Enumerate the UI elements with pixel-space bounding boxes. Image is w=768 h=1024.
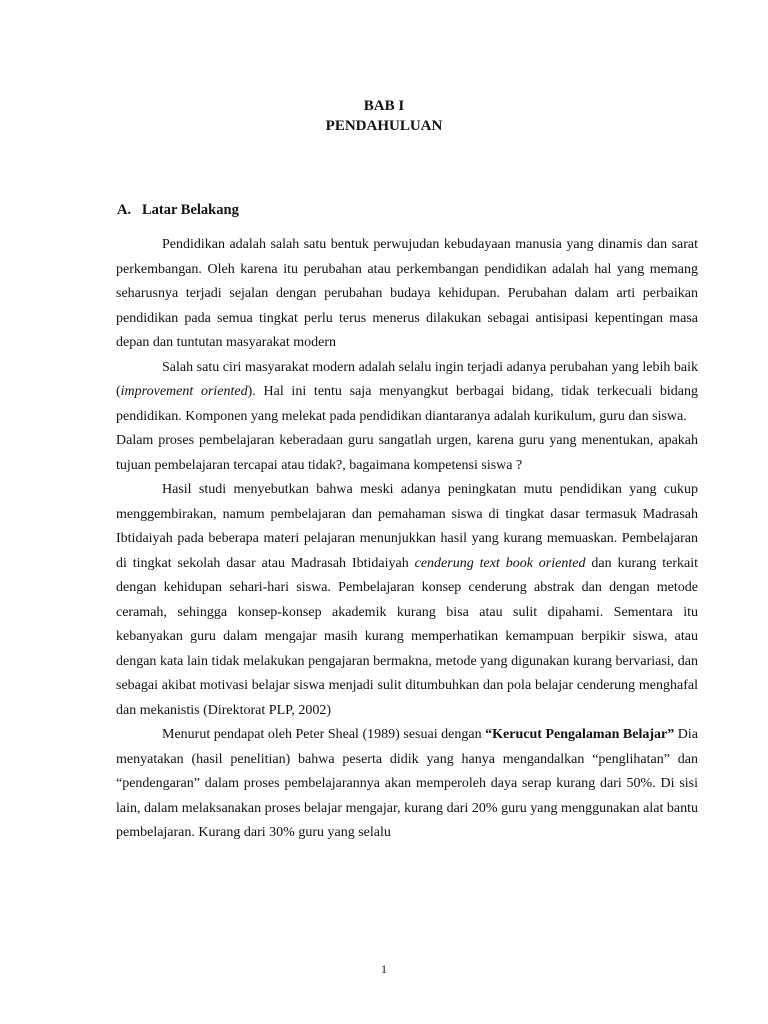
paragraph-1: Pendidikan adalah salah satu bentuk perwujudan kebudayaan manusia yang dinamis dan sarat perkembangan. Oleh karena itu perubahan atau perkembangan pendidikan adalah hal yang memang seharusnya terjadi sejalan dengan perubahan budaya kehidupan. Perubahan dalam arti perbaikan pendidikan pada semua tingkat perlu terus menerus dilakukan sebagai antisipasi kepentingan masa depan dan tuntutan masyarakat modern (116, 237, 698, 350)
paragraph-4 (116, 478, 698, 723)
paragraph-4-text-a: Hasil studi menyebutkan bahwa meski adanya peningkatan mutu pendidikan yang cukup menggembirakan, namum pembelajaran dan pemahaman siswa di tingkat dasar termasuk Madrasah Ibtidaiyah pada beberapa materi pelajaran menunjukkan hasil yang kurang memuaskan. Pembelajaran di tingkat sekolah dasar atau Madrasah Ibtidaiyah (116, 482, 698, 571)
paragraph-5 (116, 723, 698, 846)
section-heading (117, 199, 239, 221)
paragraph-5-bold: “Kerucut Pengalaman Belajar” (485, 727, 675, 742)
chapter-number: BAB I (363, 98, 405, 114)
body-text (116, 233, 698, 846)
paragraph-2-text-b: ). Hal ini tentu saja menyangkut berbagai bidang, tidak terkecuali bidang pendidikan. Komponen yang melekat pada pendidikan diantaranya adalah kurikulum, guru dan siswa. (116, 384, 698, 424)
paragraph-2-emphasis: improvement oriented (120, 384, 248, 399)
paragraph-5-text-a: Menurut pendapat oleh Peter Sheal (1989) sesuai dengan (162, 727, 486, 742)
chapter-title: PENDAHULUAN (325, 118, 443, 134)
paragraph-5-text-b: Dia menyatakan (hasil penelitian) bahwa peserta didik yang hanya mengandalkan “penglihatan” dan “pendengaran” dalam proses pembelajarannya akan memperoleh daya serap kurang dari 50%. Di sisi lain, dalam melaksanakan proses belajar mengajar, kurang dari 20% guru yang menggunakan alat bantu pembelajaran. Kurang dari 30% guru yang selalu (116, 727, 699, 840)
page-number: 1 (381, 962, 387, 976)
paragraph-2-text-a: Salah satu ciri masyarakat modern adalah selalu ingin terjadi adanya perubahan yang lebih baik ( (116, 359, 698, 399)
paragraph-4-emphasis: cenderung text book oriented (414, 555, 586, 571)
paragraph-2 (116, 356, 698, 430)
paragraph-3: Dalam proses pembelajaran keberadaan guru sangatlah urgen, karena guru yang menentukan, apakah tujuan pembelajaran tercapai atau tidak?, bagaimana kompetensi siswa ? (116, 433, 698, 473)
paragraph-4-text-b: dan kurang terkait dengan kehidupan sehari-hari siswa. Pembelajaran konsep cenderung abstrak dan dengan metode ceramah, sehingga konsep-konsep akademik kurang bisa atau sulit dipahami. Sementara itu kebanyakan guru dalam mengajar masih kurang memperhatikan kemampuan berpikir siswa, atau dengan kata lain tidak melakukan pengajaran bermakna, metode yang digunakan kurang bervariasi, dan sebagai akibat motivasi belajar siswa menjadi sulit ditumbuhkan dan pola belajar cenderung menghafal dan mekanistis (Direktorat PLP, 2002) (116, 555, 698, 718)
section-number: A. (117, 202, 132, 218)
section-title: Latar Belakang (142, 202, 239, 218)
